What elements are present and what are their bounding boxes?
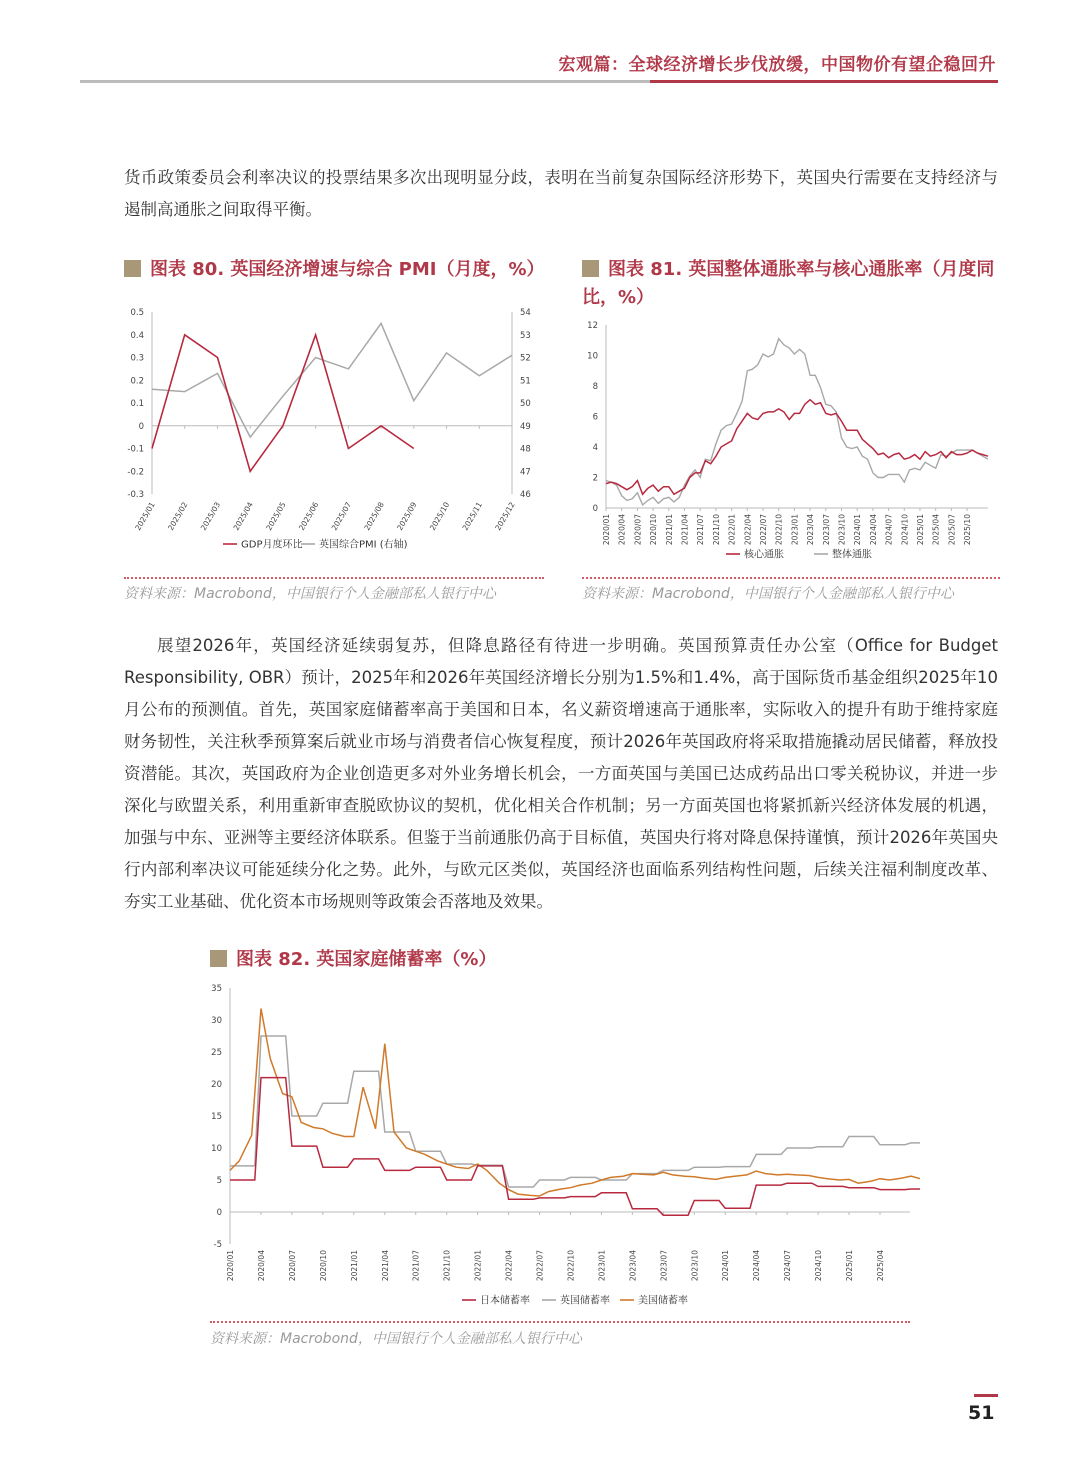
y-tick-label-left: 0.5 [130,308,144,318]
y-tick-label: 20 [211,1080,222,1090]
x-tick-label: 2024/07 [783,1250,793,1282]
x-tick-label: 2023/01 [597,1250,607,1282]
running-header: 宏观篇：全球经济增长步伐放缓，中国物价有望企稳回升 [558,55,996,75]
intro-paragraph: 货币政策委员会利率决议的投票结果多次出现明显分歧，表明在当前复杂国际经济形势下，英国央行需要在支持经济与遏制高通胀之间取得平衡。 [124,168,998,219]
legend-label: GDP月度环比 [241,539,303,551]
figure-marker-icon [124,260,141,277]
legend-label: 核心通胀 [744,549,784,561]
x-tick-label: 2024/01 [853,514,863,546]
legend-label: 整体通胀 [832,549,872,561]
page-number: 51 [968,1402,995,1424]
y-tick-label-left: 0.2 [130,376,144,387]
x-tick-label: 2024/04 [752,1250,762,1282]
y-tick-label-left: -0.1 [127,444,144,455]
y-tick-label: 15 [211,1112,222,1122]
x-tick-label: 2020/10 [318,1250,328,1282]
x-tick-label: 2021/01 [349,1250,359,1282]
figure-80-title: 图表 80. 英国经济增速与综合 PMI（月度，%） [124,256,545,284]
outlook-paragraph: 展望2026年，英国经济延续弱复苏，但降息路径有待进一步明确。英国预算责任办公室（Office for Budget Responsibility, OBR）预计，2025年和2026年英国经济增长分别为1.5%和1.4%，高于国际货币基金组织2025年10月公布的预测值。首先，英国家庭储蓄率高于美国和日本，名义薪资增速高于通胀率，实际收入的提升有助于维持家庭财务韧性，关注秋季预算案后就业市场与消费者信心恢复程度，预计2026年英国政府将采取措施撬动居民储蓄，释放投资潜能。其次，英国政府为企业创造更多对外业务增长机会，一方面英国与美国已达成药品出口零关税协议，并进一步深化与欧盟关系，利用重新审查脱欧协议的契机，优化相关合作机制；另一方面英国也将紧抓新兴经济体发展的机遇，加强与中东、亚洲等主要经济体联系。但鉴于当前通胀仍高于目标值，英国央行将对降息保持谨慎，预计2026年英国央行内部利率决议可能延续分化之势。此外，与欧元区类似，英国经济也面临系列结构性问题，后续关注福利制度改革、夯实工业基础、优化资本市场规则等政策会否落地及效果。 [124,636,998,911]
x-tick-label: 2023/10 [837,514,847,546]
y-tick-label-left: 0.3 [130,353,144,364]
x-tick-label: 2021/10 [711,514,721,546]
x-tick-label: 2025/03 [198,500,223,532]
y-tick-label: 8 [592,382,598,392]
figure-80-chart [120,298,550,563]
x-tick-label: 2021/01 [664,514,674,546]
legend-label: 日本储蓄率 [480,1295,530,1307]
x-tick-label: 2021/07 [696,514,706,546]
x-tick-label: 2023/01 [790,514,800,546]
y-tick-label-left: -0.3 [127,490,144,500]
x-tick-label: 2022/04 [743,514,753,546]
y-tick-label-right: 52 [520,353,531,364]
x-tick-label: 2025/04 [231,500,255,532]
x-tick-label: 2020/10 [649,514,659,546]
y-tick-label: 10 [587,351,598,362]
x-tick-label: 2025/02 [166,500,190,532]
x-tick-label: 2025/12 [493,500,517,532]
x-tick-label: 2024/04 [868,514,878,546]
gdp-series-line [152,335,414,472]
figure-81-title: 图表 81. 英国整体通胀率与核心通胀率（月度同 比，%） [582,259,995,308]
x-tick-label: 2020/07 [287,1250,297,1282]
x-tick-label: 2021/04 [380,1250,390,1282]
x-tick-label: 2025/01 [845,1250,855,1282]
x-tick-label: 2021/10 [442,1250,452,1282]
x-tick-label: 2021/07 [411,1250,421,1282]
x-tick-label: 2022/10 [566,1250,576,1282]
x-tick-label: 2024/10 [900,514,910,546]
figure-82-source: 资料来源：Macrobond，中国银行个人金融部私人银行中心 [210,1331,582,1347]
x-tick-label: 2020/07 [633,514,643,546]
y-tick-label: 10 [211,1144,222,1154]
x-tick-label: 2025/01 [133,500,157,532]
y-tick-label: 0 [592,504,598,514]
y-tick-label-right: 54 [520,308,531,318]
figure-marker-icon [582,260,599,277]
figure-82-title: 图表 82. 英国家庭储蓄率（%） [210,946,496,974]
pmi-series-line [152,323,512,437]
x-tick-label: 2020/01 [226,1250,235,1282]
x-tick-label: 2025/10 [427,500,452,532]
y-tick-label: 5 [216,1176,222,1186]
header-rule-right [650,80,998,83]
figure-80-divider [124,577,544,579]
y-tick-label-right: 51 [520,376,531,387]
x-tick-label: 2022/01 [473,1250,483,1282]
x-tick-label: 2023/10 [690,1250,700,1282]
y-tick-label-right: 49 [520,421,531,432]
figure-81-chart [580,315,1000,565]
x-tick-label: 2020/04 [617,514,627,546]
y-tick-label: 25 [211,1048,222,1058]
x-tick-label: 2022/07 [535,1250,545,1282]
y-tick-label-right: 47 [520,467,531,478]
x-tick-label: 2023/07 [821,514,831,546]
y-tick-label: 6 [592,412,598,423]
legend-label: 英国综合PMI (右轴) [319,539,408,551]
figure-82-divider [210,1321,910,1323]
figure-marker-icon [210,950,227,967]
x-tick-label: 2022/01 [727,514,737,546]
x-tick-label: 2025/05 [264,500,288,532]
x-tick-label: 2023/07 [659,1250,669,1282]
x-tick-label: 2025/07 [329,500,354,532]
y-tick-label: 30 [211,1016,222,1026]
x-tick-label: 2024/01 [721,1250,731,1282]
x-tick-label: 2024/07 [884,514,894,546]
x-tick-label: 2025/04 [931,514,941,546]
page-number-rule [974,1394,998,1397]
core-inflation-line [606,400,988,495]
uk-saving-line [230,1036,920,1187]
x-tick-label: 2022/04 [504,1250,514,1282]
y-tick-label: 2 [592,473,598,484]
headline-inflation-line [606,339,988,505]
x-tick-label: 2025/01 [915,514,925,546]
y-tick-label-left: 0 [138,421,144,432]
x-tick-label: 2022/10 [774,514,784,546]
figure-82-chart [200,980,920,1312]
y-tick-label-right: 53 [520,330,531,341]
x-tick-label: 2022/07 [758,514,768,546]
legend-label: 美国储蓄率 [638,1295,688,1307]
x-tick-label: 2023/04 [628,1250,638,1282]
header-rule-left [80,80,650,83]
x-tick-label: 2023/04 [806,514,816,546]
y-tick-label-right: 48 [520,444,531,455]
y-tick-label-left: 0.1 [130,399,144,409]
figure-81-source: 资料来源：Macrobond，中国银行个人金融部私人银行中心 [582,586,954,602]
y-tick-label-left: -0.2 [127,467,144,478]
figure-81-divider [582,577,1000,579]
x-tick-label: 2025/08 [362,500,386,532]
x-tick-label: 2021/04 [680,514,690,546]
y-tick-label-right: 50 [520,399,531,409]
x-tick-label: 2024/10 [814,1250,824,1282]
y-tick-label-left: 0.4 [130,330,144,341]
y-tick-label: 4 [592,443,598,453]
x-tick-label: 2025/11 [460,500,485,532]
y-tick-label-right: 46 [520,490,531,500]
y-tick-label: 35 [211,984,222,994]
x-tick-label: 2025/07 [947,514,957,546]
x-tick-label: 2025/09 [395,500,419,532]
figure-80-source: 资料来源：Macrobond，中国银行个人金融部私人银行中心 [124,586,496,602]
x-tick-label: 2025/10 [963,514,973,546]
y-tick-label: -5 [213,1240,222,1250]
y-tick-label: 12 [587,321,598,331]
x-tick-label: 2025/06 [296,500,321,532]
y-tick-label: 0 [216,1208,222,1218]
legend-label: 英国储蓄率 [560,1295,610,1307]
x-tick-label: 2025/04 [876,1250,885,1282]
x-tick-label: 2020/04 [256,1250,266,1282]
x-tick-label: 2020/01 [602,514,611,546]
